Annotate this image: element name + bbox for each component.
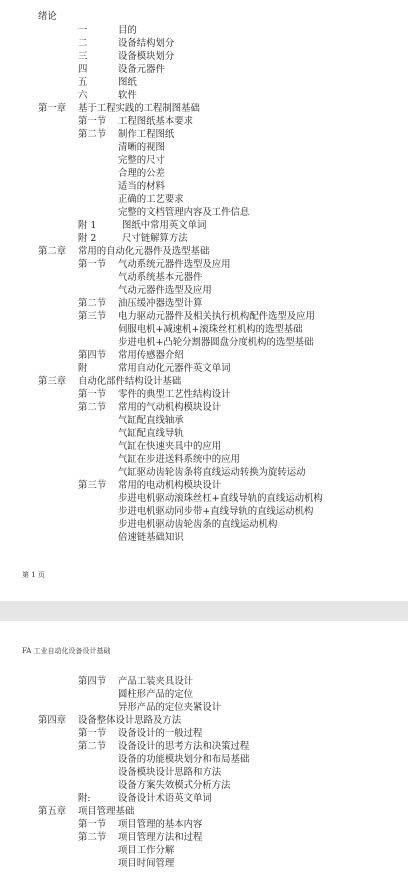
section-title: 项目管理方法和过程: [118, 832, 203, 843]
section-label: 第一节: [78, 259, 107, 270]
toc-item: 步进电机驱动齿轮齿条的直线运动机构: [118, 519, 278, 530]
toc-item: 适当的材料: [118, 181, 165, 192]
toc-item: 清晰的视图: [118, 142, 165, 153]
section-label: 第二节: [78, 129, 107, 140]
section-title: 设备设计的一般过程: [118, 728, 203, 739]
chapter-title: 项目管理基础: [78, 806, 135, 817]
intro-item-num: 五: [78, 77, 88, 88]
running-header: FA 工业自动化设备设计基础: [22, 647, 111, 655]
intro-item-num: 三: [78, 51, 88, 62]
intro-item-text: 软件: [118, 90, 137, 101]
section-title: 项目管理的基本内容: [118, 819, 203, 830]
document-page-2: [0, 621, 408, 882]
intro-item-num: 四: [78, 64, 88, 75]
section-title: 电力驱动元器件及相关执行机构配件选型及应用: [118, 311, 315, 322]
chapter-title: 基于工程实践的工程制图基础: [78, 103, 200, 114]
section-title: 气动系统元器件选型及应用: [118, 259, 231, 270]
section-label: 第一节: [78, 819, 107, 830]
intro-item-text: 设备模块划分: [118, 51, 175, 62]
toc-item: 气动元器件选型及应用: [118, 285, 212, 296]
section-title: 工程图纸基本要求: [118, 116, 194, 127]
toc-item: 设备的功能模块划分和布局基础: [118, 754, 250, 765]
toc-item: 异形产品的定位夹紧设计: [118, 702, 222, 713]
section-label: 第四节: [78, 676, 107, 687]
page-number: 第 1 页: [22, 571, 45, 579]
intro-item-text: 图纸: [118, 77, 137, 88]
page-separator: [0, 601, 408, 621]
toc-item: 步进电机驱动滚珠丝杠+直线导轨的直线运动机构: [118, 493, 323, 504]
chapter-label: 第二章: [38, 246, 67, 257]
section-label: 第一节: [78, 116, 107, 127]
appendix-label: 附 2: [78, 233, 97, 244]
appendix-title: 图纸中常用英文单词: [122, 220, 207, 231]
toc-item: 设备模块设计思路和方法: [118, 767, 222, 778]
chapter-label: 第四章: [38, 715, 67, 726]
section-label: 第一节: [78, 728, 107, 739]
toc-item: 项目时间管理: [118, 858, 175, 869]
section-title: 常用传感器介绍: [118, 350, 184, 361]
intro-item-num: 六: [78, 90, 88, 101]
toc-item: 气动系统基本元器件: [118, 272, 203, 283]
chapter-title: 设备整体设计思路及方法: [78, 715, 182, 726]
toc-item: 圆柱形产品的定位: [118, 689, 194, 700]
toc-item: 步进电机驱动同步带+直线导轨的直线运动机构: [118, 506, 314, 517]
appendix-label: 附:: [78, 793, 91, 804]
section-label: 第四节: [78, 350, 107, 361]
intro-item-text: 目的: [118, 25, 137, 36]
toc-item: 项目工作分解: [118, 845, 175, 856]
section-label: 第二节: [78, 741, 107, 752]
section-label: 第二节: [78, 298, 107, 309]
section-title: 设备设计的思考方法和决策过程: [118, 741, 250, 752]
appendix-label: 附: [78, 363, 88, 374]
section-title: 油压缓冲器选型计算: [118, 298, 203, 309]
section-label: 第三节: [78, 311, 107, 322]
chapter-title: 自动化部件结构设计基础: [78, 376, 182, 387]
section-label: 第三节: [78, 480, 107, 491]
appendix-title: 设备设计术语英文单词: [118, 793, 212, 804]
intro-heading: 绪论: [38, 11, 57, 22]
toc-item: 气缸配直线导轨: [118, 428, 184, 439]
toc-item: 设备方案失效模式分析方法: [118, 780, 231, 791]
intro-item-num: 二: [78, 38, 88, 49]
section-label: 第二节: [78, 832, 107, 843]
appendix-title: 尺寸链解算方法: [122, 233, 188, 244]
section-title: 零件的典型工艺性结构设计: [118, 389, 231, 400]
toc-item: 完整的尺寸: [118, 155, 165, 166]
appendix-title: 常用自动化元器件英文单词: [118, 363, 231, 374]
toc-item: 气缸在快速夹具中的应用: [118, 441, 222, 452]
toc-item: 步进电机+凸轮分割器圆盘分度机构的选型基础: [118, 337, 314, 348]
chapter-label: 第三章: [38, 376, 67, 387]
section-title: 常用的气动机构模块设计: [118, 402, 222, 413]
toc-item: 正确的工艺要求: [118, 194, 184, 205]
toc-item: 倍速链基础知识: [118, 532, 184, 543]
toc-item: 气缸驱动齿轮齿条将直线运动转换为旋转运动: [118, 467, 306, 478]
toc-item: 完整的文档管理内容及工件信息: [118, 207, 250, 218]
chapter-label: 第一章: [38, 103, 67, 114]
section-label: 第一节: [78, 389, 107, 400]
toc-item: 气缸配直线轴承: [118, 415, 184, 426]
toc-item: 气缸在步进送料系统中的应用: [118, 454, 240, 465]
toc-item: 合理的公差: [118, 168, 165, 179]
section-label: 第二节: [78, 402, 107, 413]
chapter-label: 第五章: [38, 806, 67, 817]
section-title: 产品工装夹具设计: [118, 676, 194, 687]
intro-item-text: 设备结构划分: [118, 38, 175, 49]
intro-item-text: 设备元器件: [118, 64, 165, 75]
chapter-title: 常用的自动化元器件及选型基础: [78, 246, 210, 257]
intro-item-num: 一: [78, 25, 88, 36]
section-title: 常用的电动机构模块设计: [118, 480, 222, 491]
section-title: 制作工程图纸: [118, 129, 175, 140]
toc-item: 伺服电机+减速机+滚珠丝杠机构的选型基础: [118, 324, 303, 335]
appendix-label: 附 1: [78, 220, 97, 231]
